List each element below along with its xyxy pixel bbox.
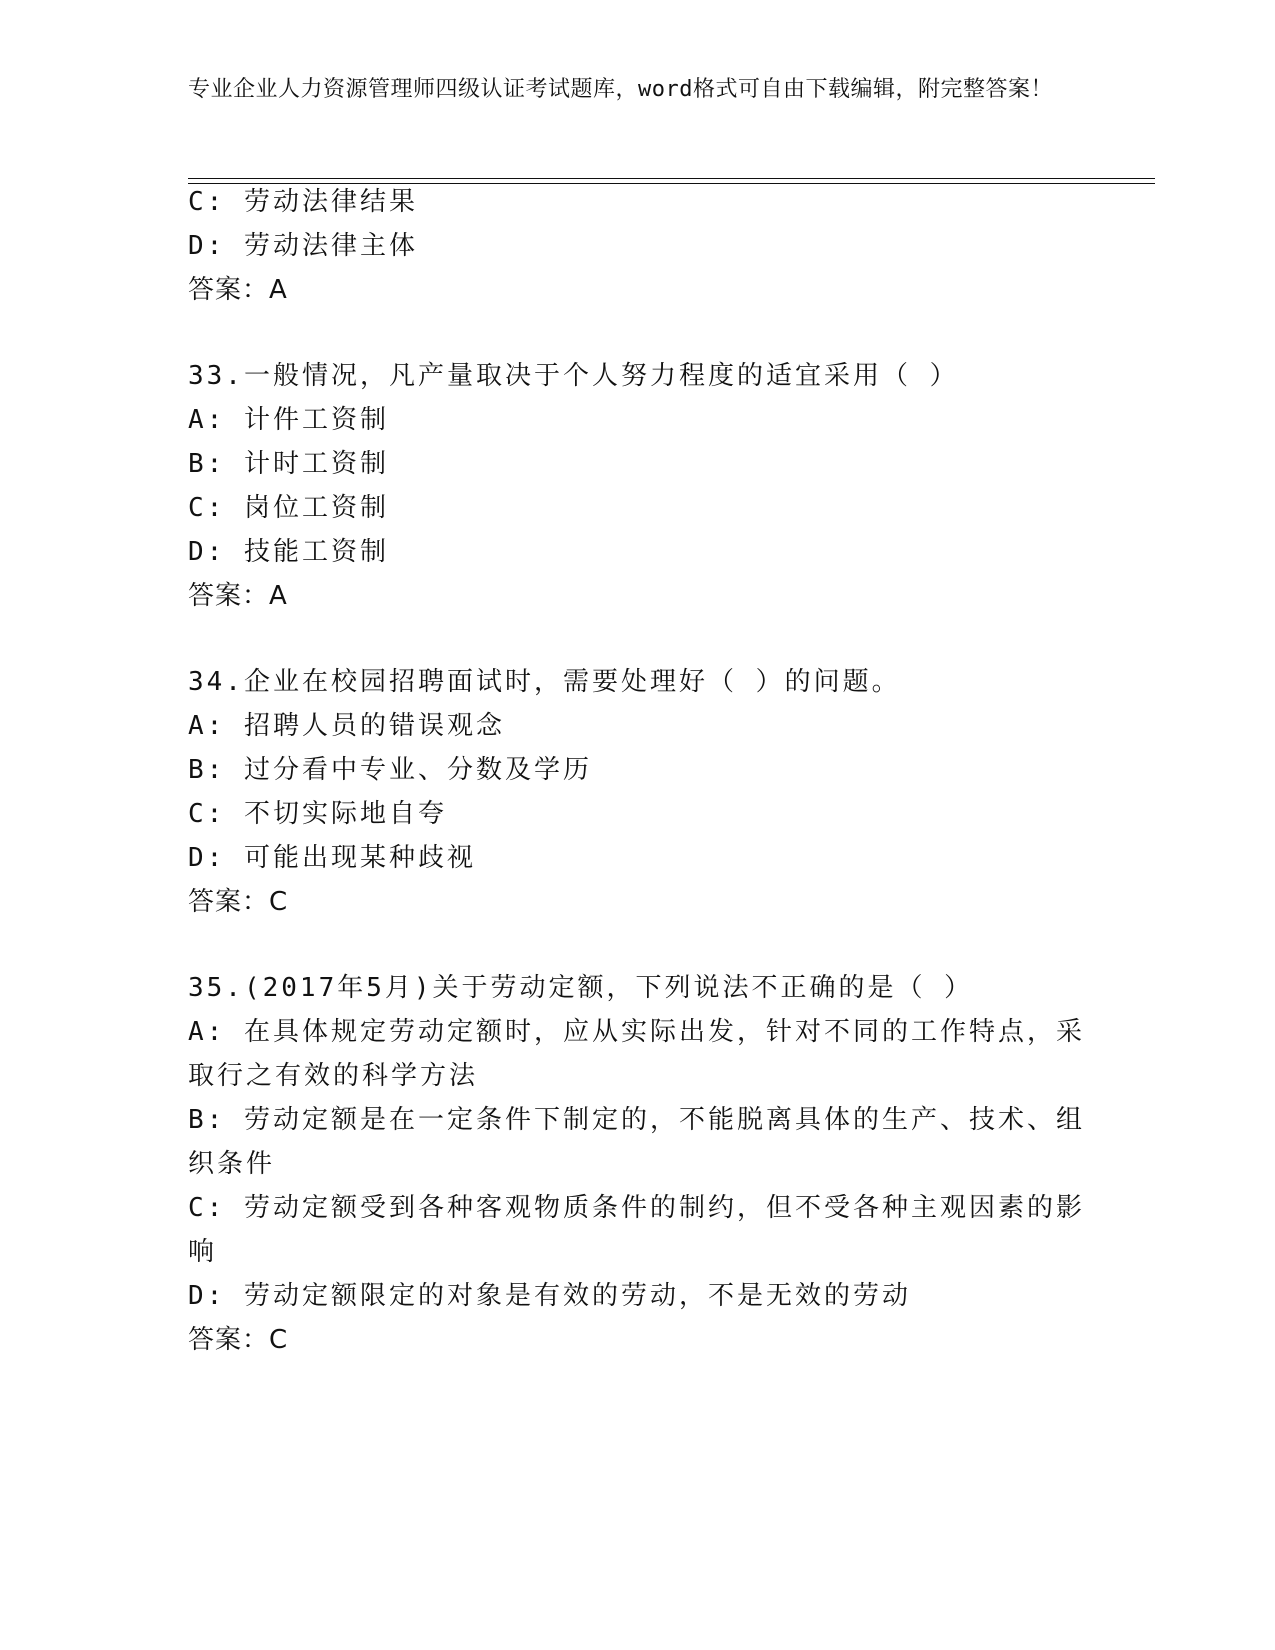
option-c: C: 劳动法律结果 (188, 187, 418, 217)
option-d: D: 劳动法律主体 (188, 231, 418, 261)
option-b: B: 计时工资制 (188, 449, 389, 479)
question-stem: 35.(2017年5月)关于劳动定额，下列说法不正确的是（ ） (188, 973, 974, 1003)
document-header: 专业企业人力资源管理师四级认证考试题库，word格式可自由下载编辑，附完整答案！ (188, 77, 1053, 102)
question-stem: 33.一般情况，凡产量取决于个人努力程度的适宜采用（ ） (188, 361, 959, 391)
option-c: C: 不切实际地自夸 (188, 799, 447, 829)
header-divider-top (188, 178, 1155, 179)
option-b: B: 过分看中专业、分数及学历 (188, 755, 592, 785)
option-a: A: 在具体规定劳动定额时，应从实际出发，针对不同的工作特点，采 (188, 1017, 1085, 1047)
question-stem: 34.企业在校园招聘面试时，需要处理好（ ）的问题。 (188, 667, 901, 697)
option-c-continued: 响 (188, 1237, 218, 1267)
option-b: B: 劳动定额是在一定条件下制定的，不能脱离具体的生产、技术、组 (188, 1105, 1085, 1135)
option-a: A: 招聘人员的错误观念 (188, 711, 505, 741)
option-c: C: 劳动定额受到各种客观物质条件的制约，但不受各种主观因素的影 (188, 1193, 1085, 1223)
option-d: D: 可能出现某种歧视 (188, 843, 476, 873)
option-b-continued: 织条件 (188, 1149, 276, 1179)
option-d: D: 劳动定额限定的对象是有效的劳动，不是无效的劳动 (188, 1281, 911, 1311)
option-a-continued: 取行之有效的科学方法 (188, 1061, 479, 1091)
option-c: C: 岗位工资制 (188, 493, 389, 523)
option-d: D: 技能工资制 (188, 537, 389, 567)
option-a: A: 计件工资制 (188, 405, 389, 435)
answer-label: 答案：C (188, 1325, 289, 1355)
answer-label: 答案：A (188, 275, 288, 305)
answer-label: 答案：C (188, 887, 289, 917)
answer-label: 答案：A (188, 581, 288, 611)
